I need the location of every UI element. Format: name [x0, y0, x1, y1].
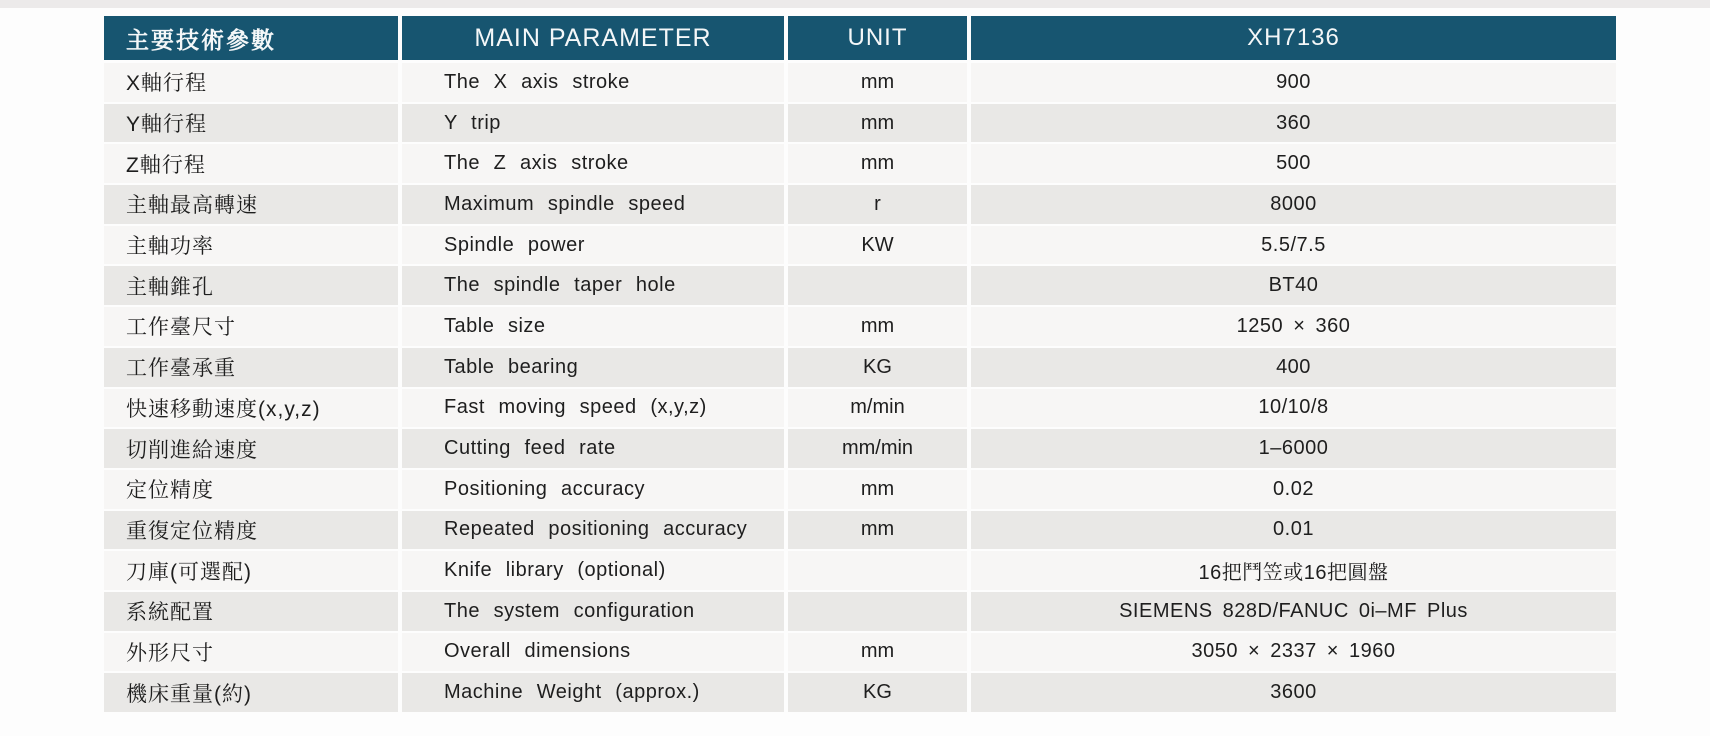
param-name-en-cell: Knife library (optional)	[402, 551, 788, 592]
param-name-cn-cell: 刀庫(可選配)	[104, 551, 402, 592]
param-value-cell: 360	[971, 104, 1616, 145]
param-value-cell: 900	[971, 63, 1616, 104]
param-unit-cell: mm	[788, 144, 971, 185]
table-row	[104, 348, 1616, 389]
param-unit-cell	[788, 551, 971, 592]
table-row	[104, 307, 1616, 348]
param-name-en-cell: Maximum spindle speed	[402, 185, 788, 226]
spec-table	[104, 16, 1616, 714]
param-name-cn-cell: Z軸行程	[104, 144, 402, 185]
param-name-en-cell: The system configuration	[402, 592, 788, 633]
param-value-cell: 1–6000	[971, 429, 1616, 470]
table-row	[104, 511, 1616, 552]
param-value-cell: 0.02	[971, 470, 1616, 511]
param-value-cell: BT40	[971, 266, 1616, 307]
param-name-en-cell: Cutting feed rate	[402, 429, 788, 470]
param-unit-cell: r	[788, 185, 971, 226]
spec-table-header	[104, 16, 1616, 63]
param-unit-cell: mm/min	[788, 429, 971, 470]
param-value-cell: 400	[971, 348, 1616, 389]
param-name-en-cell: The Z axis stroke	[402, 144, 788, 185]
param-value-cell: 500	[971, 144, 1616, 185]
table-row	[104, 104, 1616, 145]
table-row	[104, 633, 1616, 674]
param-name-cn-cell: 主軸最高轉速	[104, 185, 402, 226]
param-name-en-cell: Positioning accuracy	[402, 470, 788, 511]
table-row	[104, 144, 1616, 185]
param-name-en-cell: Table bearing	[402, 348, 788, 389]
param-value-cell: 5.5/7.5	[971, 226, 1616, 267]
param-unit-cell: m/min	[788, 389, 971, 430]
param-unit-cell: mm	[788, 63, 971, 104]
param-value-cell: SIEMENS 828D/FANUC 0i–MF Plus	[971, 592, 1616, 633]
table-row	[104, 470, 1616, 511]
param-name-cn-cell: 主軸錐孔	[104, 266, 402, 307]
table-row	[104, 389, 1616, 430]
page-top-strip	[0, 0, 1710, 8]
param-name-cn-cell: 外形尺寸	[104, 633, 402, 674]
table-row	[104, 185, 1616, 226]
header-cell-model: XH7136	[971, 16, 1616, 63]
param-unit-cell: mm	[788, 633, 971, 674]
param-value-cell: 1250 × 360	[971, 307, 1616, 348]
param-unit-cell	[788, 592, 971, 633]
param-name-en-cell: Overall dimensions	[402, 633, 788, 674]
param-name-cn-cell: 機床重量(約)	[104, 673, 402, 714]
header-cell-unit: UNIT	[788, 16, 971, 63]
param-name-cn-cell: Y軸行程	[104, 104, 402, 145]
param-name-cn-cell: 工作臺尺寸	[104, 307, 402, 348]
param-name-cn-cell: 系統配置	[104, 592, 402, 633]
param-name-en-cell: Y trip	[402, 104, 788, 145]
table-row	[104, 673, 1616, 714]
param-value-cell: 16把鬥笠或16把圓盤	[971, 551, 1616, 592]
param-unit-cell: mm	[788, 104, 971, 145]
param-name-cn-cell: X軸行程	[104, 63, 402, 104]
table-row	[104, 63, 1616, 104]
param-unit-cell: mm	[788, 511, 971, 552]
param-unit-cell: KG	[788, 673, 971, 714]
param-name-cn-cell: 主軸功率	[104, 226, 402, 267]
param-value-cell: 3600	[971, 673, 1616, 714]
param-name-en-cell: The X axis stroke	[402, 63, 788, 104]
param-name-en-cell: Repeated positioning accuracy	[402, 511, 788, 552]
param-value-cell: 0.01	[971, 511, 1616, 552]
header-row	[104, 16, 1616, 63]
header-cell-param: MAIN PARAMETER	[402, 16, 788, 63]
param-name-en-cell: Machine Weight (approx.)	[402, 673, 788, 714]
param-value-cell: 3050 × 2337 × 1960	[971, 633, 1616, 674]
param-value-cell: 8000	[971, 185, 1616, 226]
param-value-cell: 10/10/8	[971, 389, 1616, 430]
header-cell-cn: 主要技術參數	[104, 16, 402, 63]
spec-table-body	[104, 63, 1616, 714]
table-row	[104, 226, 1616, 267]
param-name-cn-cell: 定位精度	[104, 470, 402, 511]
param-name-en-cell: Spindle power	[402, 226, 788, 267]
param-name-en-cell: Fast moving speed (x,y,z)	[402, 389, 788, 430]
table-row	[104, 266, 1616, 307]
table-row	[104, 429, 1616, 470]
param-name-en-cell: Table size	[402, 307, 788, 348]
table-row	[104, 592, 1616, 633]
param-unit-cell	[788, 266, 971, 307]
param-name-cn-cell: 快速移動速度(x,y,z)	[104, 389, 402, 430]
table-row	[104, 551, 1616, 592]
param-unit-cell: KG	[788, 348, 971, 389]
param-name-cn-cell: 工作臺承重	[104, 348, 402, 389]
param-unit-cell: mm	[788, 470, 971, 511]
param-name-cn-cell: 切削進給速度	[104, 429, 402, 470]
param-name-cn-cell: 重復定位精度	[104, 511, 402, 552]
param-unit-cell: KW	[788, 226, 971, 267]
param-unit-cell: mm	[788, 307, 971, 348]
param-name-en-cell: The spindle taper hole	[402, 266, 788, 307]
